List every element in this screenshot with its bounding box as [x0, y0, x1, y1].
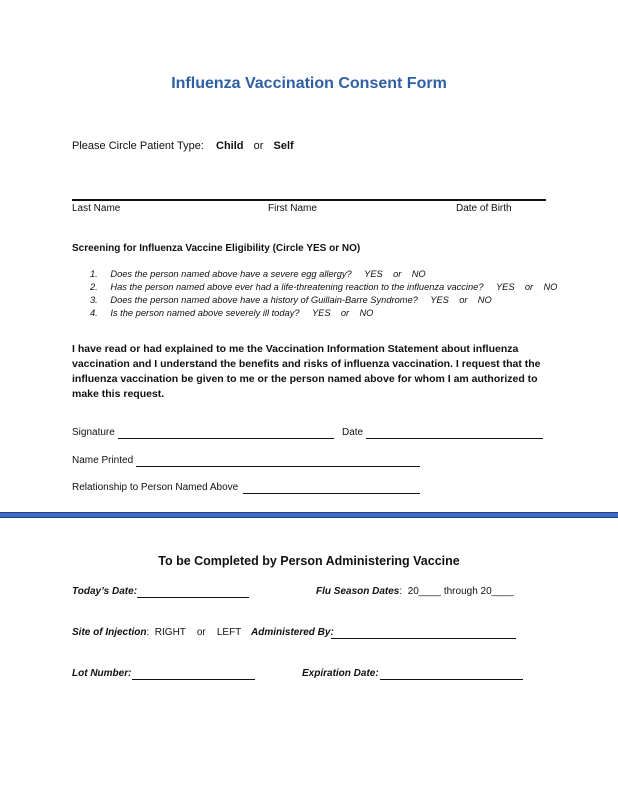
item-question: Is the person named above severely ill today? [110, 308, 300, 318]
site-row [72, 627, 241, 638]
or-text: or [253, 140, 264, 152]
expiration-label: Expiration Date: [302, 668, 379, 679]
screening-heading: Screening for Influenza Vaccine Eligibility (Circle YES or NO) [72, 243, 361, 254]
item-number: 3. [90, 295, 98, 305]
item-question: Does the person named above have a history of Guillain-Barre Syndrome? [110, 295, 418, 305]
name-printed-field[interactable] [136, 466, 420, 467]
consent-statement: I have read or had explained to me the Vaccination Information Statement about influenza vaccination and I understand the benefits and risks of influenza vaccination. I request that the influenza vaccination be given to me or the person named above for whom I am authorized to make this request. [72, 343, 541, 400]
self-option[interactable]: Self [273, 140, 294, 152]
flu-season-value[interactable]: : 20____ through 20____ [399, 586, 514, 597]
signature-label: Signature [72, 427, 115, 438]
signature-field[interactable] [118, 438, 334, 439]
name-line[interactable] [72, 199, 546, 201]
patient-type-row [72, 140, 294, 152]
date-field[interactable] [366, 438, 543, 439]
expiration-field[interactable] [380, 679, 523, 680]
site-options[interactable]: : RIGHT or LEFT [146, 627, 242, 638]
lot-number-label: Lot Number: [72, 668, 132, 679]
yes-no-options[interactable]: YES or NO [430, 295, 492, 305]
name-printed-label: Name Printed [72, 455, 134, 466]
site-label: Site of Injection [72, 627, 147, 638]
yes-no-options[interactable]: YES or NO [311, 308, 374, 318]
todays-date-field[interactable] [137, 597, 249, 598]
last-name-label: Last Name [72, 203, 121, 214]
yes-no-options[interactable]: YES or NO [364, 269, 426, 279]
relationship-label: Relationship to Person Named Above [72, 482, 239, 493]
administered-by-field[interactable] [331, 638, 516, 639]
admin-heading: To be Completed by Person Administering Vaccine [158, 554, 460, 568]
form-title: Influenza Vaccination Consent Form [171, 75, 447, 92]
lot-number-field[interactable] [132, 679, 255, 680]
administered-by-label: Administered By: [251, 627, 334, 638]
child-option[interactable]: Child [216, 140, 244, 152]
flu-season-row [316, 586, 514, 597]
item-number: 2. [90, 282, 98, 292]
date-label: Date [342, 427, 364, 438]
screening-item-2 [90, 282, 557, 292]
yes-no-options[interactable]: YES or NO [495, 282, 558, 292]
screening-item-3 [90, 295, 492, 305]
screening-item-1 [90, 269, 426, 279]
patient-type-label: Please Circle Patient Type: [72, 140, 204, 152]
first-name-label: First Name [268, 203, 317, 214]
item-number: 1. [90, 269, 98, 279]
todays-date-label: Today’s Date: [72, 586, 138, 597]
dob-label: Date of Birth [456, 203, 512, 214]
section-divider [0, 512, 618, 518]
item-number: 4. [90, 308, 98, 318]
relationship-field[interactable] [243, 493, 420, 494]
item-question: Does the person named above have a severe egg allergy? [110, 269, 352, 279]
flu-season-label: Flu Season Dates [316, 586, 400, 597]
screening-item-4 [90, 308, 373, 318]
item-question: Has the person named above ever had a life-threatening reaction to the influenza vaccine? [110, 282, 484, 292]
